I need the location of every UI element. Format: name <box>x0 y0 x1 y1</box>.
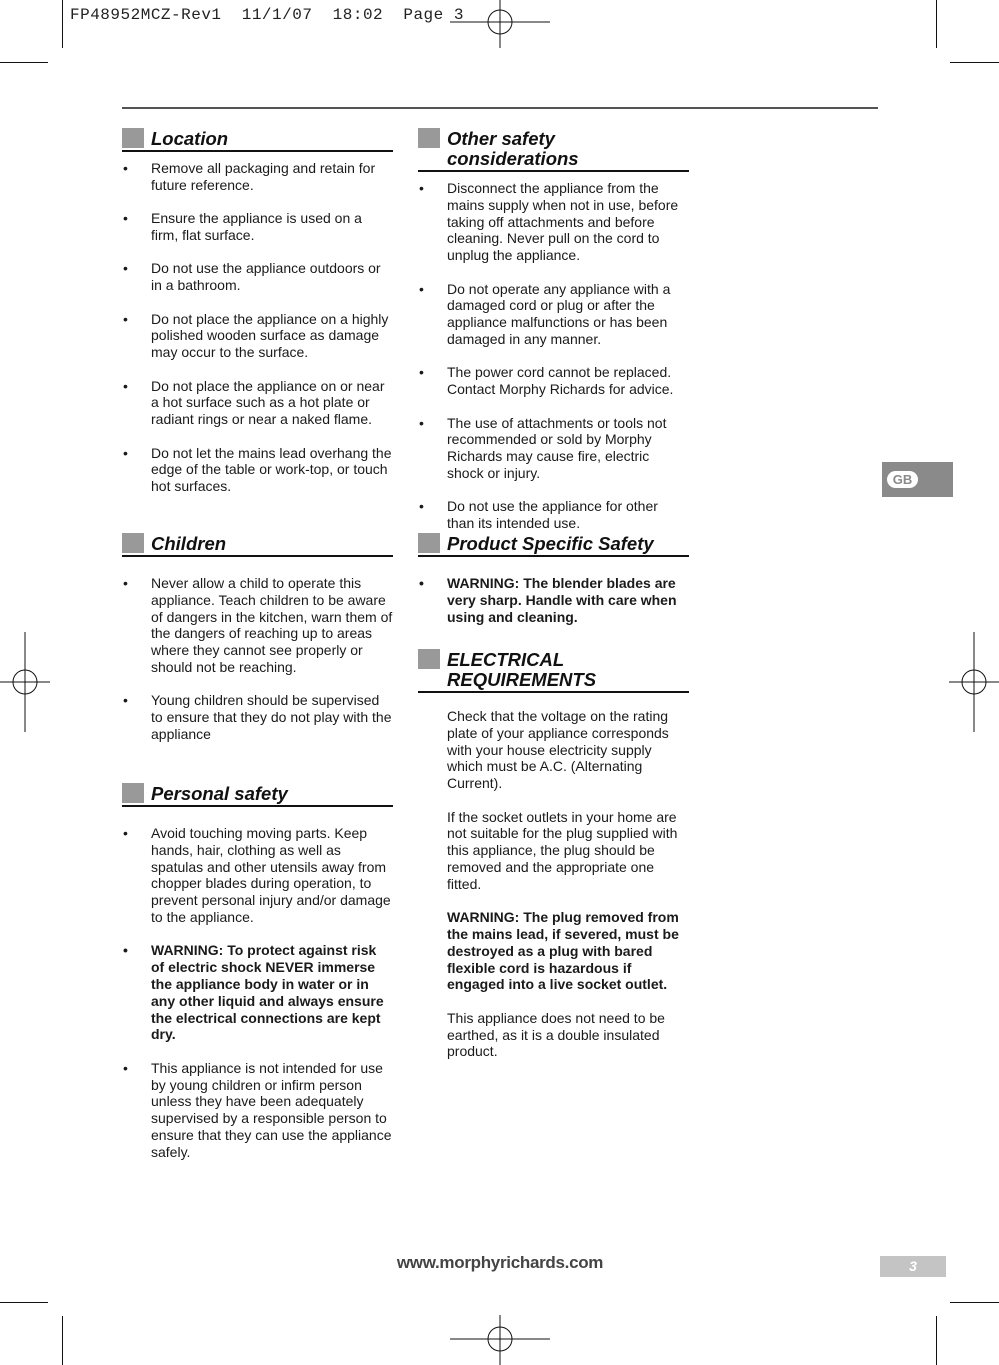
list-item: • Avoid touching moving parts. Keep hands, hair, clothing as well as spatulas and other utensils away from chopper blades during operation, to prevent personal injury and/or damage to the appliance. <box>123 825 391 925</box>
bullet-icon: • <box>123 210 128 227</box>
section-product-safety <box>418 533 689 642</box>
language-code: GB <box>887 471 918 488</box>
personal-safety-list <box>122 825 393 1161</box>
children-list <box>122 575 393 743</box>
footer-url: www.morphyrichards.com <box>396 1253 604 1272</box>
bullet-icon: • <box>419 280 424 297</box>
section-heading: Location <box>122 128 393 152</box>
section-electrical <box>418 649 689 1077</box>
registration-mark-bottom <box>450 1315 550 1365</box>
bullet-icon: • <box>123 942 128 959</box>
bullet-icon: • <box>419 180 424 196</box>
list-item: • Do not operate any appliance with a damaged cord or plug or after the appliance malfunctions or has been damaged in any manner. <box>419 280 671 347</box>
bullet-icon: • <box>123 1059 128 1076</box>
list-item: • Remove all packaging and retain for future reference. <box>123 160 376 193</box>
section-heading: ELECTRICAL REQUIREMENTS <box>418 649 689 693</box>
bullet-icon: • <box>123 444 128 461</box>
bullet-icon: • <box>123 310 128 327</box>
bullet-icon: • <box>123 377 128 394</box>
bullet-icon: • <box>123 825 128 841</box>
language-tab <box>882 462 953 497</box>
registration-mark-left <box>0 632 50 732</box>
section-other-safety <box>418 128 689 549</box>
crop-mark <box>0 62 48 63</box>
warning-paragraph: WARNING: The plug removed from the mains lead, if severed, must be destroyed as a plug with bared flexible cord is hazardous if engaged into a live socket outlet. <box>447 909 679 993</box>
product-safety-list <box>418 575 689 625</box>
paragraph: Check that the voltage on the rating plate of your appliance corresponds with your house electricity supply which must be A.C. (Alternating Current). <box>447 708 669 792</box>
bullet-icon: • <box>419 498 424 515</box>
bullet-icon: • <box>123 575 128 591</box>
header-rule <box>122 107 878 109</box>
bullet-icon: • <box>419 575 424 591</box>
heading-square-icon <box>418 128 440 148</box>
bullet-icon: • <box>419 364 424 381</box>
bullet-icon: • <box>419 414 424 431</box>
list-item: • Do not use the appliance outdoors or in a bathroom. <box>123 260 381 294</box>
printer-slug: FP48952MCZ-Rev1 11/1/07 18:02 Page 3 <box>70 6 464 24</box>
paragraph: This appliance does not need to be earthed, as it is a double insulated product. <box>447 1009 665 1060</box>
crop-mark <box>936 0 937 48</box>
bullet-icon: • <box>123 160 128 176</box>
list-item: • Young children should be supervised to ensure that they do not play with the appliance <box>123 692 392 742</box>
crop-mark <box>936 1316 937 1365</box>
bullet-icon: • <box>123 692 128 709</box>
location-list <box>122 160 393 495</box>
other-safety-list <box>418 180 689 532</box>
section-children <box>122 533 393 759</box>
crop-mark <box>950 62 999 63</box>
section-personal-safety <box>122 783 393 1177</box>
registration-mark-right <box>949 632 999 732</box>
warning-item: • WARNING: The blender blades are very sharp. Handle with care when using and cleaning. <box>419 575 677 625</box>
list-item: • Do not place the appliance on a highly polished wooden surface as damage may occur to the surface. <box>123 310 389 361</box>
section-heading: Other safety considerations <box>418 128 689 172</box>
bullet-icon: • <box>123 260 128 277</box>
crop-mark <box>62 1316 63 1365</box>
list-item: • Do not let the mains lead overhang the edge of the table or work-top, or touch hot surfaces. <box>123 444 392 495</box>
heading-square-icon <box>418 533 440 553</box>
list-item: • Do not use the appliance for other than its intended use. <box>419 498 658 532</box>
electrical-body <box>418 708 689 1060</box>
registration-mark-top <box>450 0 550 50</box>
list-item: • Disconnect the appliance from the mains supply when not in use, before taking off attachments and before cleaning. Never pull on the cord to unplug the appliance. <box>419 180 679 264</box>
crop-mark <box>62 0 63 48</box>
list-item: • Do not place the appliance on or near a hot surface such as a hot plate or radiant rings or near a naked flame. <box>123 377 385 428</box>
list-item: • This appliance is not intended for use by young children or infirm person unless they have been adequately supervised by a responsible person to ensure that they can use the appliance safely. <box>123 1059 392 1160</box>
page-number: 3 <box>880 1256 946 1277</box>
crop-mark <box>0 1302 48 1303</box>
heading-square-icon <box>122 128 144 148</box>
section-heading: Personal safety <box>122 783 393 807</box>
section-location <box>122 128 393 512</box>
heading-square-icon <box>122 783 144 803</box>
heading-square-icon <box>122 533 144 553</box>
crop-mark <box>950 1302 999 1303</box>
list-item: • The power cord cannot be replaced. Contact Morphy Richards for advice. <box>419 364 674 398</box>
section-heading: Children <box>122 533 393 557</box>
section-heading: Product Specific Safety <box>418 533 689 557</box>
list-item: • Ensure the appliance is used on a firm, flat surface. <box>123 210 362 243</box>
heading-square-icon <box>418 649 440 669</box>
warning-item: • WARNING: To protect against risk of electric shock NEVER immerse the appliance body in water or in any other liquid and always ensure the electrical connections are kept dry. <box>123 942 384 1043</box>
list-item: • Never allow a child to operate this appliance. Teach children to be aware of dangers in the kitchen, warn them of the dangers of reaching up to areas where they cannot see properly or should not be reaching. <box>123 575 393 675</box>
paragraph: If the socket outlets in your home are not suitable for the plug supplied with this appliance, the plug should be removed and the appropriate one fitted. <box>447 808 678 892</box>
list-item: • The use of attachments or tools not recommended or sold by Morphy Richards may cause fire, electric shock or injury. <box>419 414 667 481</box>
